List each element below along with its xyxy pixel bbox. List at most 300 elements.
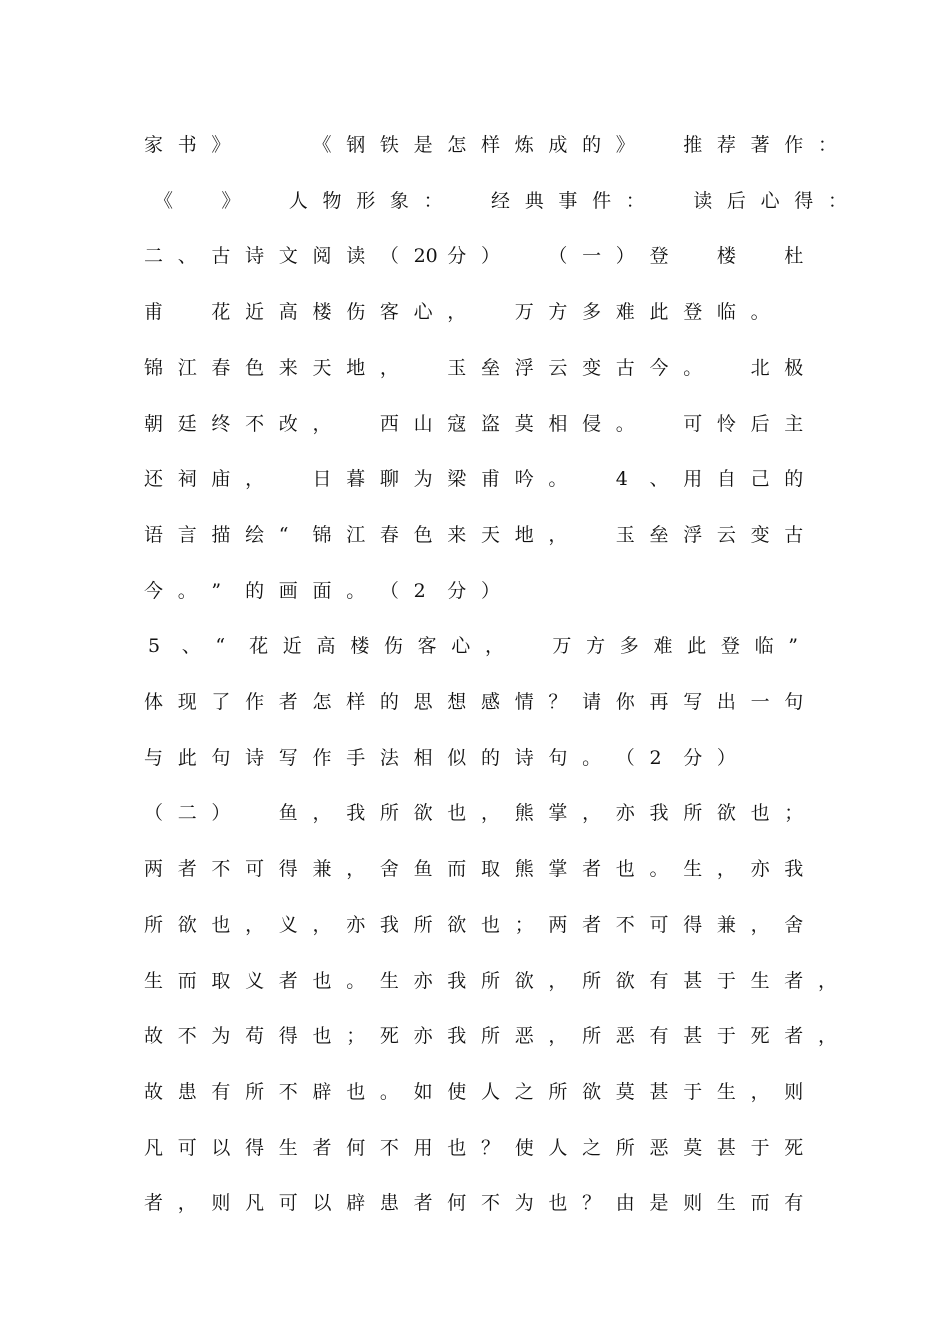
text-glyph: 、 xyxy=(649,468,669,491)
text-glyph: 登 xyxy=(683,301,703,324)
text-glyph: 而 xyxy=(447,858,467,881)
text-glyph: 楼 xyxy=(350,635,370,658)
text-glyph: 成 xyxy=(548,134,568,156)
text-glyph: 我 xyxy=(447,1025,467,1048)
text-glyph: 人 xyxy=(548,1136,568,1159)
text-glyph: ） xyxy=(615,245,635,268)
text-glyph: 亦 xyxy=(615,802,635,825)
text-glyph: 生 xyxy=(716,1080,736,1103)
text-glyph: 用 xyxy=(413,1136,433,1159)
text-line xyxy=(0,905,950,945)
text-glyph: 。 xyxy=(346,579,366,602)
text-glyph: 恶 xyxy=(514,1025,534,1048)
text-line xyxy=(0,348,950,388)
text-glyph: 的 xyxy=(784,468,804,491)
text-glyph: 描 xyxy=(211,523,231,546)
text-glyph: 可 xyxy=(649,913,669,936)
text-glyph: 浮 xyxy=(514,356,534,379)
text-glyph: 用 xyxy=(683,468,703,491)
text-glyph: 难 xyxy=(615,301,635,324)
text-glyph: ） xyxy=(481,245,501,268)
text-glyph: 》 xyxy=(221,189,241,212)
text-glyph: 出 xyxy=(716,691,736,713)
text-glyph: 亦 xyxy=(750,858,770,881)
text-glyph: 怎 xyxy=(312,691,332,713)
text-glyph: 可 xyxy=(245,858,265,881)
text-glyph: 山 xyxy=(413,412,433,435)
text-glyph: 有 xyxy=(211,1080,231,1103)
text-glyph: 。 xyxy=(379,1080,399,1103)
text-glyph: 近 xyxy=(282,635,302,658)
text-glyph: 于 xyxy=(683,1080,703,1103)
text-glyph: 客 xyxy=(379,301,399,324)
text-glyph: 则 xyxy=(784,1080,804,1103)
text-glyph: 生 xyxy=(379,969,399,992)
text-line xyxy=(0,1072,950,1112)
text-glyph: 著 xyxy=(750,134,770,156)
text-glyph: 所 xyxy=(582,1025,602,1048)
text-glyph: 楼 xyxy=(716,245,736,268)
text-glyph: 你 xyxy=(615,691,635,713)
text-glyph: 使 xyxy=(514,1136,534,1159)
text-glyph: ， xyxy=(750,913,770,936)
text-glyph: 思 xyxy=(413,691,433,713)
text-glyph: 作 xyxy=(245,691,265,713)
text-glyph: 患 xyxy=(379,1192,399,1215)
text-glyph: 件 xyxy=(592,189,612,212)
text-glyph: 所 xyxy=(481,969,501,992)
text-glyph: 可 xyxy=(278,1192,298,1215)
text-glyph: 书 xyxy=(177,134,197,156)
text-glyph: 不 xyxy=(245,412,265,435)
text-glyph: 而 xyxy=(177,969,197,992)
text-glyph: 得 xyxy=(683,913,703,936)
text-glyph: 铁 xyxy=(379,134,399,156)
text-glyph: 垒 xyxy=(649,523,669,546)
text-glyph: 阅 xyxy=(312,245,332,268)
text-glyph: 临 xyxy=(754,635,774,658)
text-glyph: 锦 xyxy=(312,523,332,546)
text-glyph: ？ xyxy=(548,691,568,713)
text-glyph: 不 xyxy=(278,1080,298,1103)
text-glyph: 的 xyxy=(245,579,265,602)
text-glyph: 后 xyxy=(750,412,770,435)
text-glyph: 者 xyxy=(278,969,298,992)
text-glyph: 高 xyxy=(316,635,336,658)
text-line xyxy=(0,738,950,778)
text-glyph: 甚 xyxy=(649,1080,669,1103)
text-glyph: 亦 xyxy=(413,1025,433,1048)
text-glyph: 万 xyxy=(514,301,534,324)
text-line xyxy=(0,515,950,555)
text-glyph: 多 xyxy=(619,635,639,658)
text-glyph: ， xyxy=(312,412,332,435)
text-glyph: ， xyxy=(548,1025,568,1048)
text-glyph: 古 xyxy=(784,523,804,546)
text-glyph: 方 xyxy=(586,635,606,658)
text-glyph: 诗 xyxy=(245,245,265,268)
text-glyph: 句 xyxy=(784,691,804,713)
text-glyph: 推 xyxy=(683,134,703,156)
text-glyph: 临 xyxy=(716,301,736,324)
text-line xyxy=(0,1128,950,1168)
text-glyph: 苟 xyxy=(245,1025,265,1048)
text-glyph: 于 xyxy=(716,969,736,992)
text-glyph: 莫 xyxy=(683,1136,703,1159)
text-glyph: 炼 xyxy=(514,134,534,156)
text-glyph: ” xyxy=(788,635,799,658)
text-glyph: 云 xyxy=(548,356,568,379)
text-glyph: 日 xyxy=(312,468,332,491)
text-glyph: 色 xyxy=(245,356,265,379)
text-glyph: 甫 xyxy=(481,468,501,491)
text-glyph: 象 xyxy=(389,189,409,212)
text-glyph: （ xyxy=(379,579,399,602)
text-glyph: 我 xyxy=(447,969,467,992)
text-glyph: 感 xyxy=(481,691,501,713)
text-glyph: 后 xyxy=(726,189,746,212)
text-glyph: 变 xyxy=(582,356,602,379)
text-glyph: ； xyxy=(346,1025,366,1048)
text-glyph: 5 xyxy=(148,635,161,658)
text-glyph: 楼 xyxy=(312,301,332,324)
text-glyph: 画 xyxy=(278,579,298,602)
text-glyph: 掌 xyxy=(548,802,568,825)
text-line xyxy=(0,125,950,165)
text-glyph: ： xyxy=(423,189,443,212)
text-glyph: 己 xyxy=(750,468,770,491)
text-glyph: （ xyxy=(379,245,399,268)
text-glyph: 春 xyxy=(379,523,399,546)
text-glyph: 难 xyxy=(653,635,673,658)
text-glyph: 以 xyxy=(211,1136,231,1159)
text-glyph: 此 xyxy=(177,746,197,769)
text-glyph: 则 xyxy=(211,1192,231,1215)
text-glyph: （ xyxy=(144,802,164,825)
text-glyph: ？ xyxy=(582,1192,602,1215)
text-line xyxy=(0,236,950,276)
text-glyph: ， xyxy=(346,858,366,881)
text-glyph: 的 xyxy=(481,746,501,769)
text-glyph: 江 xyxy=(346,523,366,546)
text-glyph: 。 xyxy=(346,969,366,992)
text-glyph: 甚 xyxy=(683,1025,703,1048)
text-glyph: 祠 xyxy=(177,468,197,491)
text-glyph: 近 xyxy=(245,301,265,324)
text-glyph: 欲 xyxy=(582,1080,602,1103)
text-glyph: 者 xyxy=(144,1192,164,1215)
text-glyph: 。 xyxy=(615,412,635,435)
text-glyph: 可 xyxy=(177,1136,197,1159)
text-glyph: 两 xyxy=(144,858,164,881)
text-glyph: 玉 xyxy=(615,523,635,546)
text-line xyxy=(0,181,950,221)
text-glyph: 形 xyxy=(356,189,376,212)
text-glyph: 人 xyxy=(481,1080,501,1103)
text-glyph: 也 xyxy=(447,1136,467,1159)
text-glyph: 。 xyxy=(177,579,197,602)
text-glyph: ； xyxy=(784,802,804,825)
text-glyph: 家 xyxy=(144,134,164,156)
text-glyph: 莫 xyxy=(514,412,534,435)
text-glyph: 方 xyxy=(548,301,568,324)
text-glyph: ： xyxy=(818,134,838,156)
text-glyph: 写 xyxy=(278,746,298,769)
text-glyph: 寇 xyxy=(447,412,467,435)
text-glyph: 是 xyxy=(649,1192,669,1215)
text-glyph: 。 xyxy=(582,746,602,769)
text-line xyxy=(0,961,950,1001)
text-glyph: ， xyxy=(312,913,332,936)
text-glyph: 为 xyxy=(514,1192,534,1215)
text-glyph: 万 xyxy=(552,635,572,658)
text-glyph: 也 xyxy=(312,969,332,992)
text-glyph: 句 xyxy=(548,746,568,769)
text-glyph: 的 xyxy=(379,691,399,713)
text-glyph: ， xyxy=(379,356,399,379)
text-glyph: “ xyxy=(278,523,289,546)
text-glyph: ， xyxy=(716,858,736,881)
text-glyph: 读 xyxy=(346,245,366,268)
text-glyph: 聊 xyxy=(379,468,399,491)
text-glyph: 相 xyxy=(548,412,568,435)
text-glyph: 欲 xyxy=(177,913,197,936)
text-glyph: 终 xyxy=(211,412,231,435)
text-glyph: ： xyxy=(828,189,848,212)
text-glyph: 梁 xyxy=(447,468,467,491)
text-glyph: 江 xyxy=(177,356,197,379)
text-glyph: 垒 xyxy=(481,356,501,379)
text-glyph: 现 xyxy=(177,691,197,713)
text-glyph: 20 xyxy=(413,245,438,268)
text-glyph: 二 xyxy=(144,245,164,268)
text-glyph: 。 xyxy=(683,356,703,379)
text-glyph: 何 xyxy=(447,1192,467,1215)
text-glyph: 所 xyxy=(683,802,703,825)
text-glyph: 登 xyxy=(720,635,740,658)
text-glyph: 典 xyxy=(524,189,544,212)
text-glyph: 物 xyxy=(322,189,342,212)
text-glyph: 。 xyxy=(548,468,568,491)
text-glyph: 得 xyxy=(278,1025,298,1048)
text-glyph: 两 xyxy=(548,913,568,936)
text-glyph: 得 xyxy=(245,1136,265,1159)
text-line xyxy=(0,793,950,833)
text-glyph: 样 xyxy=(346,691,366,713)
text-glyph: 作 xyxy=(312,746,332,769)
text-line xyxy=(0,849,950,889)
text-glyph: ， xyxy=(818,1025,838,1048)
text-glyph: 也 xyxy=(750,802,770,825)
text-glyph: 甚 xyxy=(683,969,703,992)
text-glyph: 者 xyxy=(413,1192,433,1215)
text-glyph: 鱼 xyxy=(278,802,298,825)
text-glyph: 恶 xyxy=(649,1136,669,1159)
text-glyph: 以 xyxy=(312,1192,332,1215)
text-glyph: 荐 xyxy=(716,134,736,156)
text-glyph: 花 xyxy=(211,301,231,324)
text-line xyxy=(0,404,950,444)
text-glyph: 不 xyxy=(481,1192,501,1215)
text-glyph: 色 xyxy=(413,523,433,546)
text-glyph: 欲 xyxy=(615,969,635,992)
text-glyph: 作 xyxy=(784,134,804,156)
text-glyph: 诗 xyxy=(245,746,265,769)
text-glyph: 得 xyxy=(794,189,814,212)
text-glyph: 再 xyxy=(649,691,669,713)
text-glyph: 4 xyxy=(615,468,628,491)
text-glyph: 一 xyxy=(750,691,770,713)
text-glyph: 我 xyxy=(784,858,804,881)
text-glyph: 也 xyxy=(481,913,501,936)
text-glyph: 得 xyxy=(278,858,298,881)
text-glyph: ， xyxy=(481,802,501,825)
text-glyph: 浮 xyxy=(683,523,703,546)
text-glyph: 改 xyxy=(278,412,298,435)
text-glyph: 亦 xyxy=(413,969,433,992)
text-glyph: 有 xyxy=(649,969,669,992)
text-glyph: 舍 xyxy=(784,913,804,936)
text-glyph: 盗 xyxy=(481,412,501,435)
text-glyph: 辟 xyxy=(312,1080,332,1103)
text-glyph: 、 xyxy=(181,635,201,658)
text-glyph: 的 xyxy=(582,134,602,156)
text-glyph: 甚 xyxy=(716,1136,736,1159)
text-glyph: 体 xyxy=(144,691,164,713)
text-glyph: 所 xyxy=(582,969,602,992)
text-glyph: 古 xyxy=(211,245,231,268)
text-glyph: 为 xyxy=(413,468,433,491)
text-glyph: 此 xyxy=(687,635,707,658)
text-glyph: 者 xyxy=(784,1025,804,1048)
text-glyph: 样 xyxy=(481,134,501,156)
text-glyph: 。 xyxy=(750,301,770,324)
text-glyph: 死 xyxy=(784,1136,804,1159)
text-line xyxy=(0,459,950,499)
text-glyph: “ xyxy=(215,635,226,658)
text-glyph: 不 xyxy=(177,1025,197,1048)
text-glyph: 、 xyxy=(177,245,197,268)
text-glyph: 西 xyxy=(379,412,399,435)
text-glyph: 花 xyxy=(249,635,269,658)
text-glyph: 义 xyxy=(278,913,298,936)
text-glyph: （ xyxy=(548,245,568,268)
text-glyph: ， xyxy=(485,635,505,658)
text-glyph: 之 xyxy=(582,1136,602,1159)
text-glyph: 心 xyxy=(760,189,780,212)
text-glyph: 熊 xyxy=(514,858,534,881)
text-glyph: 故 xyxy=(144,1025,164,1048)
text-glyph: 写 xyxy=(683,691,703,713)
text-glyph: 由 xyxy=(615,1192,635,1215)
text-glyph: 极 xyxy=(784,356,804,379)
text-glyph: 情 xyxy=(514,691,534,713)
text-glyph: 也 xyxy=(548,1192,568,1215)
text-glyph: 则 xyxy=(683,1192,703,1215)
text-glyph: 分 xyxy=(447,245,467,268)
text-glyph: 死 xyxy=(379,1025,399,1048)
text-glyph: 不 xyxy=(379,1136,399,1159)
text-glyph: 生 xyxy=(750,969,770,992)
text-glyph: ， xyxy=(548,969,568,992)
text-glyph: ， xyxy=(750,1080,770,1103)
text-glyph: 《 xyxy=(154,189,174,212)
text-glyph: ， xyxy=(818,969,838,992)
text-glyph: 所 xyxy=(245,1080,265,1103)
text-glyph: 侵 xyxy=(582,412,602,435)
text-glyph: 一 xyxy=(582,245,602,268)
text-glyph: 也 xyxy=(615,858,635,881)
text-glyph: 伤 xyxy=(346,301,366,324)
text-glyph: 言 xyxy=(177,523,197,546)
text-glyph: 我 xyxy=(379,913,399,936)
text-glyph: 不 xyxy=(211,858,231,881)
text-glyph: 为 xyxy=(211,1025,231,1048)
text-glyph: 也 xyxy=(211,913,231,936)
text-glyph: 天 xyxy=(481,523,501,546)
text-glyph: 生 xyxy=(278,1136,298,1159)
text-line xyxy=(0,1016,950,1056)
text-glyph: 舍 xyxy=(379,858,399,881)
text-glyph: 者 xyxy=(582,913,602,936)
text-glyph: 庙 xyxy=(211,468,231,491)
text-glyph: 怎 xyxy=(447,134,467,156)
text-glyph: 心 xyxy=(451,635,471,658)
text-glyph: 心 xyxy=(413,301,433,324)
text-glyph: 所 xyxy=(548,1080,568,1103)
text-glyph: 登 xyxy=(649,245,669,268)
text-glyph: 莫 xyxy=(615,1080,635,1103)
text-glyph: 兼 xyxy=(716,913,736,936)
text-glyph: 义 xyxy=(245,969,265,992)
text-glyph: 主 xyxy=(784,412,804,435)
text-glyph: 暮 xyxy=(346,468,366,491)
text-glyph: 何 xyxy=(346,1136,366,1159)
text-glyph: 天 xyxy=(312,356,332,379)
text-glyph: ？ xyxy=(481,1136,501,1159)
text-glyph: 者 xyxy=(784,969,804,992)
text-glyph: 二 xyxy=(177,802,197,825)
text-glyph: 。 xyxy=(649,858,669,881)
text-glyph: 廷 xyxy=(177,412,197,435)
text-glyph: 》 xyxy=(615,134,635,156)
text-glyph: 取 xyxy=(211,969,231,992)
text-glyph: 生 xyxy=(716,1192,736,1215)
text-glyph: 2 xyxy=(413,579,426,602)
text-glyph: 于 xyxy=(716,1025,736,1048)
text-glyph: 地 xyxy=(514,523,534,546)
text-glyph: 甫 xyxy=(144,301,164,324)
text-glyph: 事 xyxy=(558,189,578,212)
text-glyph: 古 xyxy=(615,356,635,379)
text-glyph: 多 xyxy=(582,301,602,324)
text-glyph: 鱼 xyxy=(413,858,433,881)
text-glyph: 所 xyxy=(413,913,433,936)
text-glyph: ， xyxy=(548,523,568,546)
text-glyph: 读 xyxy=(693,189,713,212)
text-line xyxy=(0,292,950,332)
text-glyph: 掌 xyxy=(548,858,568,881)
text-glyph: 与 xyxy=(144,746,164,769)
text-glyph: 欲 xyxy=(447,913,467,936)
text-glyph: 欲 xyxy=(716,802,736,825)
text-glyph: 语 xyxy=(144,523,164,546)
text-glyph: 辟 xyxy=(346,1192,366,1215)
text-glyph: 请 xyxy=(582,691,602,713)
text-glyph: 患 xyxy=(177,1080,197,1103)
text-glyph: 春 xyxy=(211,356,231,379)
text-glyph: 绘 xyxy=(245,523,265,546)
